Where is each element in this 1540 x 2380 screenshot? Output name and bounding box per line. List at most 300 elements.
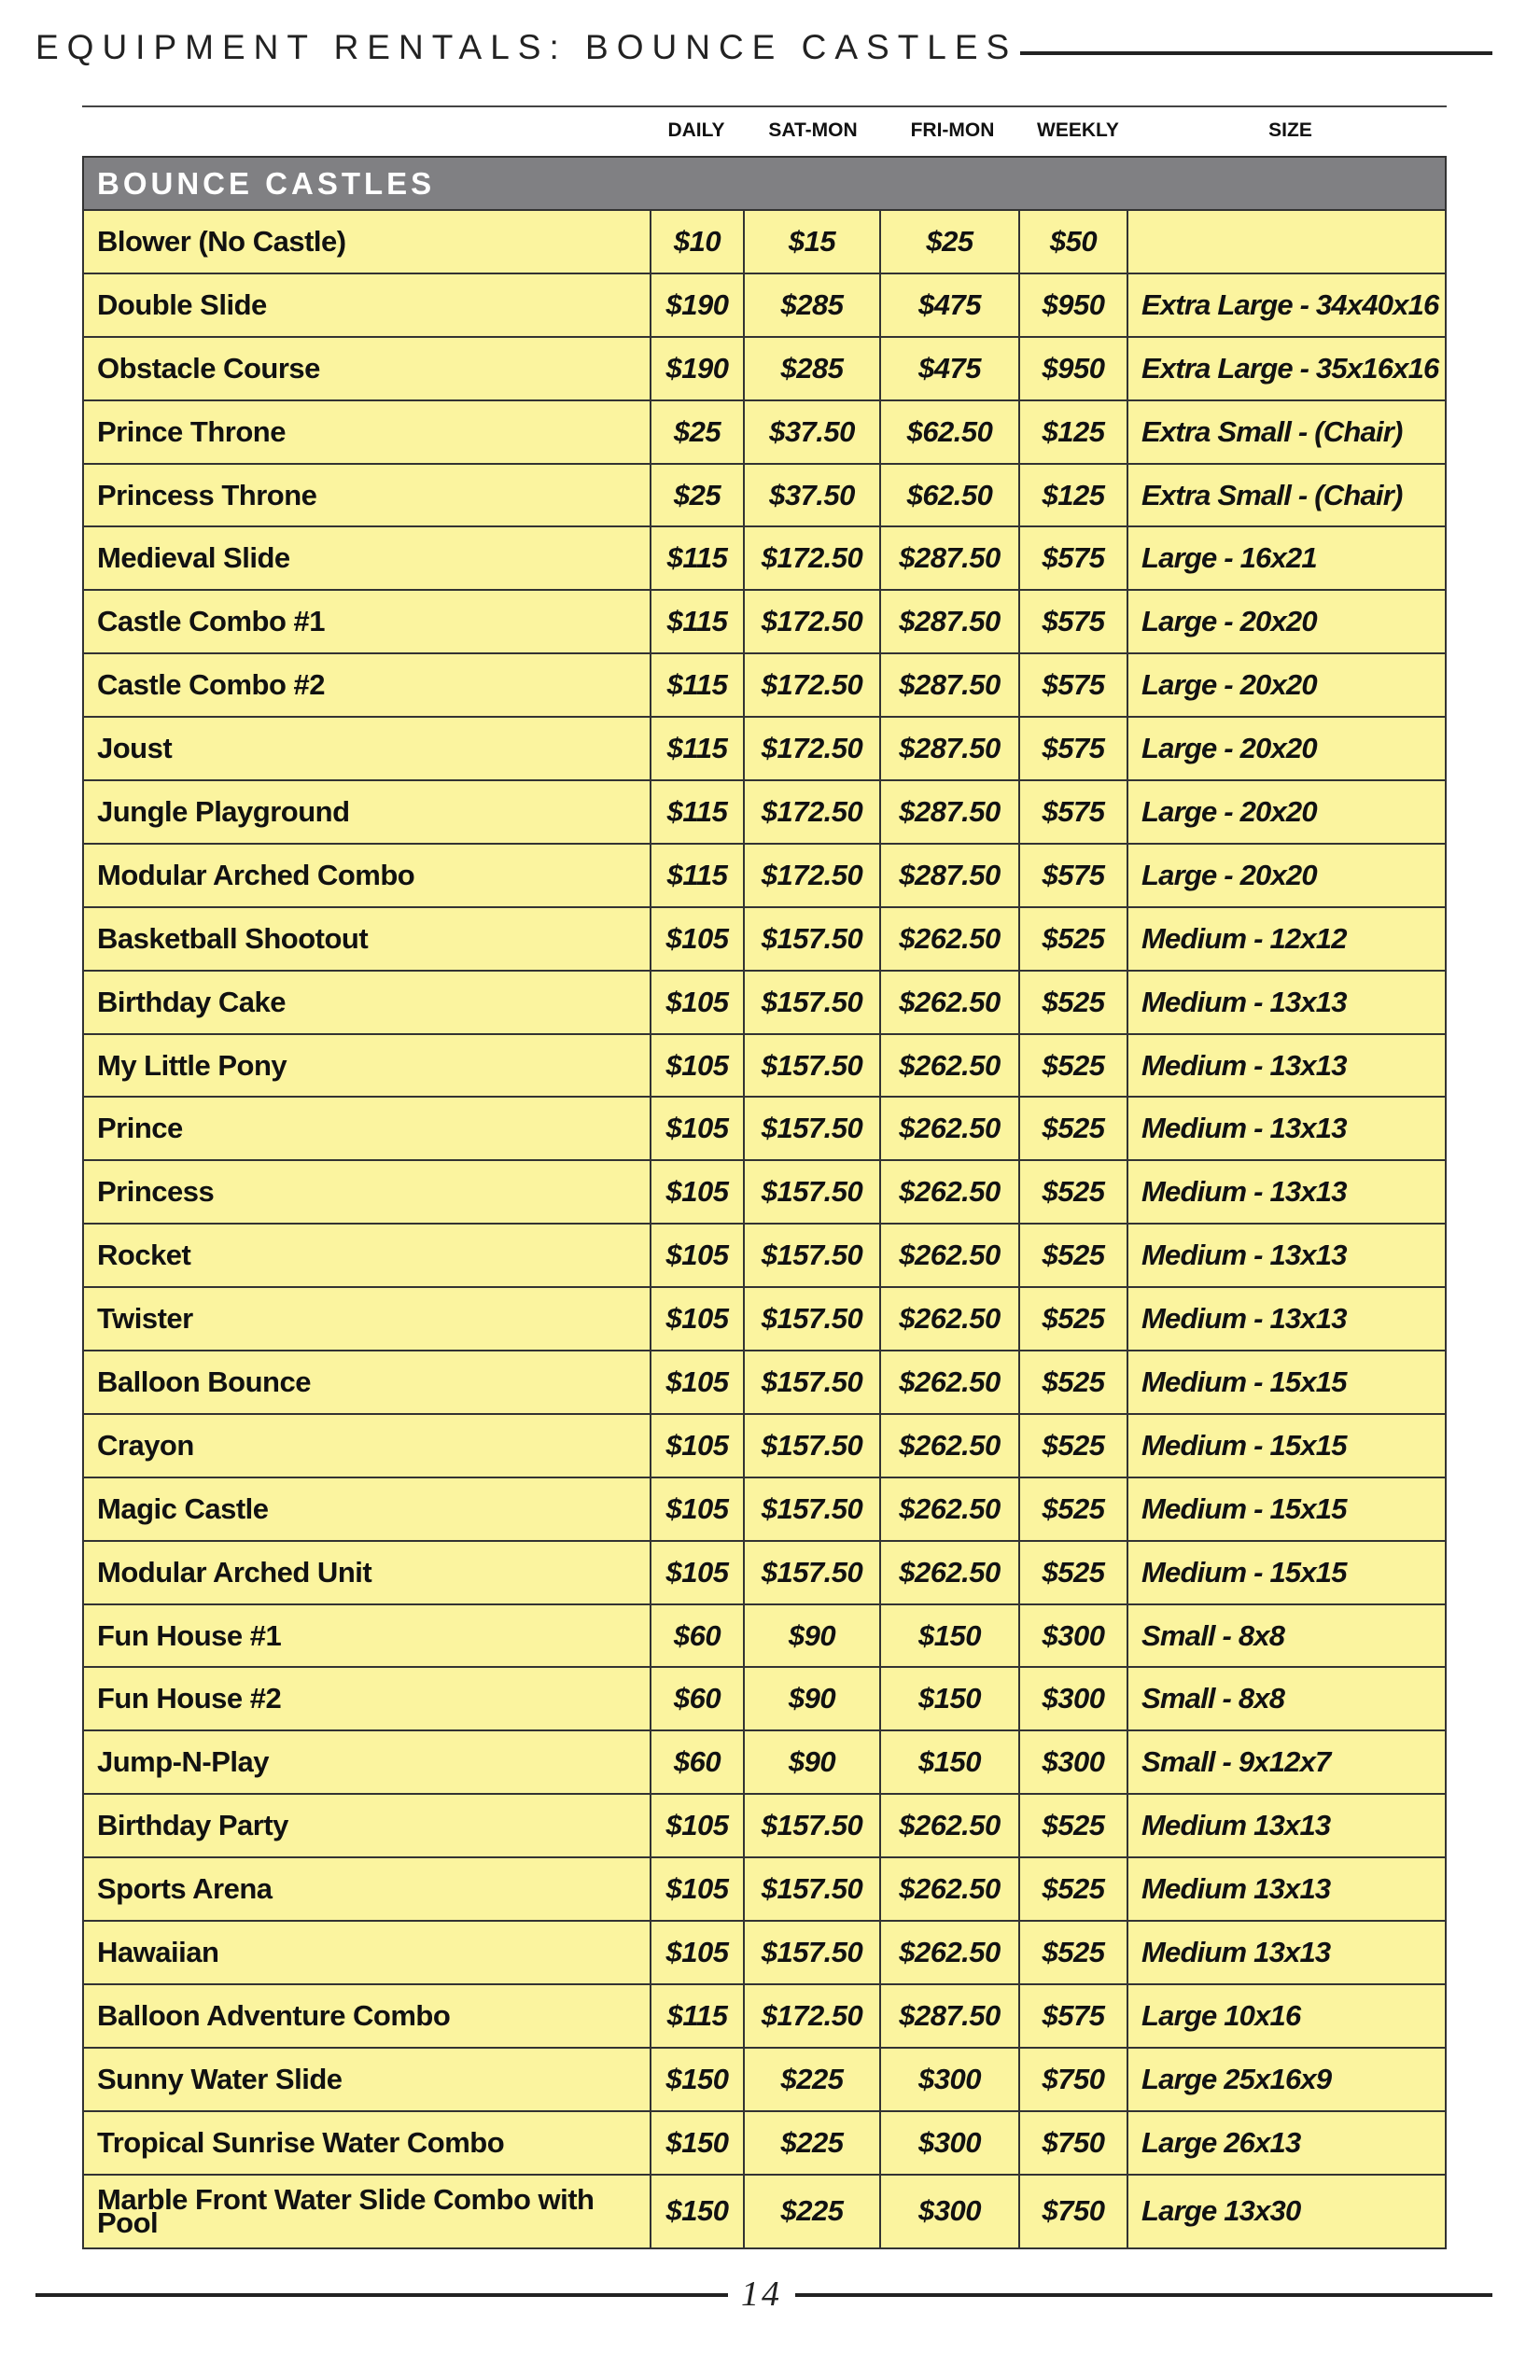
table-row	[84, 781, 1445, 845]
price-sat-mon-text: $225	[780, 2194, 844, 2228]
price-fri-mon-text: $475	[918, 351, 981, 385]
price-fri-mon	[881, 591, 1020, 652]
price-sat-mon-text: $225	[780, 2125, 844, 2159]
price-daily-text: $105	[665, 1175, 729, 1209]
price-daily-text: $115	[666, 541, 728, 575]
column-header-daily: DAILY	[667, 119, 725, 141]
price-fri-mon	[881, 274, 1020, 336]
price-daily-text: $25	[673, 414, 721, 448]
item-name-text: Rocket	[97, 1239, 191, 1272]
item-name	[84, 908, 651, 970]
item-name-text: Prince	[97, 1112, 183, 1145]
price-fri-mon-text: $262.50	[899, 1809, 1001, 1842]
price-daily-text: $190	[665, 287, 729, 321]
price-fri-mon-text: $262.50	[899, 1365, 1001, 1398]
item-size-text: Extra Small - (Chair)	[1141, 414, 1403, 448]
table-row	[84, 972, 1445, 1035]
item-name-text: Balloon Bounce	[97, 1365, 311, 1398]
price-sat-mon-text: $172.50	[761, 1998, 863, 2032]
price-daily-text: $10	[673, 224, 721, 258]
price-daily	[651, 1478, 745, 1540]
price-sat-mon-text: $157.50	[761, 1302, 863, 1336]
price-sat-mon	[745, 1288, 881, 1350]
price-weekly	[1020, 2176, 1128, 2247]
price-weekly	[1020, 1098, 1128, 1159]
item-size	[1128, 1478, 1445, 1540]
item-size	[1128, 591, 1445, 652]
table-row	[84, 1351, 1445, 1415]
price-weekly	[1020, 654, 1128, 716]
price-daily	[651, 1795, 745, 1856]
price-fri-mon	[881, 1161, 1020, 1223]
price-weekly-text: $525	[1042, 1428, 1105, 1462]
price-weekly-text: $300	[1042, 1682, 1105, 1715]
item-name-text: Birthday Party	[97, 1809, 288, 1842]
item-size	[1128, 1415, 1445, 1477]
price-daily	[651, 718, 745, 779]
item-name	[84, 1795, 651, 1856]
item-size	[1128, 1858, 1445, 1920]
price-weekly	[1020, 274, 1128, 336]
price-daily	[651, 908, 745, 970]
price-sat-mon-text: $90	[788, 1682, 836, 1715]
item-name	[84, 211, 651, 273]
item-size-text: Small - 8x8	[1141, 1618, 1285, 1652]
price-weekly-text: $950	[1042, 351, 1105, 385]
price-daily	[651, 2049, 745, 2110]
price-daily-text: $25	[673, 478, 721, 511]
price-daily-text: $105	[665, 1491, 729, 1525]
price-daily-text: $150	[665, 2062, 729, 2095]
price-weekly	[1020, 338, 1128, 399]
item-name-text: Tropical Sunrise Water Combo	[97, 2125, 505, 2159]
price-daily-text: $105	[665, 1428, 729, 1462]
item-name	[84, 1605, 651, 1667]
price-daily	[651, 1035, 745, 1097]
price-daily	[651, 654, 745, 716]
table-row	[84, 1161, 1445, 1225]
table-row	[84, 2112, 1445, 2176]
price-daily	[651, 1288, 745, 1350]
price-sat-mon	[745, 1858, 881, 1920]
item-name	[84, 718, 651, 779]
item-size	[1128, 274, 1445, 336]
price-sat-mon-text: $15	[788, 224, 836, 258]
price-fri-mon	[881, 1035, 1020, 1097]
price-fri-mon-text: $150	[918, 1618, 981, 1652]
price-daily	[651, 1542, 745, 1603]
price-weekly-text: $575	[1042, 794, 1105, 828]
price-fri-mon	[881, 1225, 1020, 1286]
item-name	[84, 1035, 651, 1097]
item-name-text: Castle Combo #2	[97, 668, 326, 702]
price-fri-mon	[881, 718, 1020, 779]
item-size-text: Extra Large - 34x40x16	[1141, 287, 1439, 321]
item-name	[84, 1098, 651, 1159]
price-weekly-text: $575	[1042, 1998, 1105, 2032]
price-sat-mon	[745, 1225, 881, 1286]
price-fri-mon-text: $262.50	[899, 1555, 1001, 1589]
table-body	[84, 211, 1445, 2247]
item-size	[1128, 972, 1445, 1033]
price-fri-mon	[881, 527, 1020, 589]
price-weekly	[1020, 845, 1128, 906]
price-weekly-text: $750	[1042, 2194, 1105, 2228]
item-size-text: Large - 20x20	[1141, 858, 1317, 891]
price-sat-mon-text: $157.50	[761, 1175, 863, 1209]
item-size	[1128, 2112, 1445, 2174]
item-size	[1128, 1985, 1445, 2047]
table-row	[84, 338, 1445, 401]
item-name	[84, 401, 651, 463]
table-row	[84, 2049, 1445, 2112]
table-row	[84, 274, 1445, 338]
price-weekly-text: $525	[1042, 1239, 1105, 1272]
price-daily	[651, 1922, 745, 1983]
price-sat-mon	[745, 1098, 881, 1159]
price-fri-mon-text: $475	[918, 287, 981, 321]
item-name-text: Sunny Water Slide	[97, 2062, 343, 2095]
item-size-text: Medium - 13x13	[1141, 1048, 1347, 1082]
price-daily-text: $105	[665, 1365, 729, 1398]
price-weekly-text: $125	[1042, 478, 1105, 511]
price-sat-mon	[745, 1731, 881, 1793]
table-row	[84, 845, 1445, 908]
item-name-text: Birthday Cake	[97, 985, 286, 1018]
price-weekly-text: $525	[1042, 1872, 1105, 1906]
item-size	[1128, 845, 1445, 906]
price-daily-text: $105	[665, 1239, 729, 1272]
price-fri-mon-text: $300	[918, 2194, 981, 2228]
price-fri-mon-text: $287.50	[899, 1998, 1001, 2032]
item-size	[1128, 211, 1445, 273]
price-weekly-text: $525	[1042, 985, 1105, 1018]
item-name	[84, 1922, 651, 1983]
item-name-text: Balloon Adventure Combo	[97, 1998, 451, 2032]
price-weekly	[1020, 1795, 1128, 1856]
price-fri-mon-text: $25	[926, 224, 973, 258]
item-name	[84, 338, 651, 399]
price-weekly-text: $525	[1042, 1809, 1105, 1842]
item-size-text: Large - 20x20	[1141, 605, 1317, 638]
price-fri-mon-text: $262.50	[899, 1872, 1001, 1906]
item-name-text: Marble Front Water Slide Combo with Pool	[97, 2183, 595, 2240]
price-daily	[651, 1161, 745, 1223]
price-daily	[651, 845, 745, 906]
price-daily-text: $105	[665, 921, 729, 955]
item-size-text: Large 13x30	[1141, 2194, 1301, 2228]
price-sat-mon	[745, 908, 881, 970]
item-name	[84, 1478, 651, 1540]
price-fri-mon	[881, 1542, 1020, 1603]
item-name-text: Princess Throne	[97, 478, 317, 511]
item-size-text: Medium - 15x15	[1141, 1428, 1347, 1462]
price-weekly	[1020, 1985, 1128, 2047]
price-fri-mon	[881, 2049, 1020, 2110]
price-daily	[651, 1858, 745, 1920]
price-sat-mon	[745, 465, 881, 526]
item-name	[84, 1351, 651, 1413]
price-daily-text: $105	[665, 1112, 729, 1145]
price-sat-mon-text: $157.50	[761, 1112, 863, 1145]
table-row	[84, 211, 1445, 274]
price-weekly-text: $575	[1042, 858, 1105, 891]
price-sat-mon	[745, 401, 881, 463]
table-row	[84, 1922, 1445, 1985]
item-size	[1128, 2049, 1445, 2110]
price-sat-mon	[745, 1542, 881, 1603]
price-fri-mon	[881, 1795, 1020, 1856]
price-fri-mon-text: $287.50	[899, 858, 1001, 891]
price-fri-mon	[881, 1415, 1020, 1477]
item-name	[84, 1415, 651, 1477]
item-name	[84, 781, 651, 843]
item-name	[84, 2112, 651, 2174]
item-name-text: Twister	[97, 1302, 193, 1336]
item-size-text: Large - 20x20	[1141, 794, 1317, 828]
price-sat-mon-text: $225	[780, 2062, 844, 2095]
price-sat-mon	[745, 781, 881, 843]
price-sat-mon-text: $285	[780, 287, 844, 321]
price-fri-mon-text: $62.50	[906, 414, 993, 448]
price-sat-mon	[745, 1478, 881, 1540]
item-size	[1128, 1542, 1445, 1603]
price-fri-mon-text: $287.50	[899, 794, 1001, 828]
price-daily	[651, 1985, 745, 2047]
price-weekly	[1020, 1668, 1128, 1729]
price-weekly	[1020, 1351, 1128, 1413]
item-size-text: Medium - 13x13	[1141, 1302, 1347, 1336]
price-sat-mon-text: $172.50	[761, 732, 863, 765]
item-size	[1128, 654, 1445, 716]
price-fri-mon	[881, 845, 1020, 906]
table-row	[84, 1795, 1445, 1858]
price-sat-mon-text: $172.50	[761, 668, 863, 702]
item-size-text: Medium - 13x13	[1141, 985, 1347, 1018]
item-name-text: Modular Arched Unit	[97, 1555, 372, 1589]
item-size	[1128, 908, 1445, 970]
section-title: BOUNCE CASTLES	[97, 165, 436, 201]
price-weekly	[1020, 465, 1128, 526]
price-daily-text: $115	[666, 1998, 728, 2032]
price-daily-text: $150	[665, 2125, 729, 2159]
item-name-text: Magic Castle	[97, 1491, 269, 1525]
price-fri-mon	[881, 1668, 1020, 1729]
item-size	[1128, 1795, 1445, 1856]
table-row	[84, 1985, 1445, 2049]
price-daily-text: $105	[665, 1935, 729, 1968]
column-headers	[82, 119, 1447, 147]
item-size-text: Medium 13x13	[1141, 1809, 1331, 1842]
price-fri-mon-text: $262.50	[899, 1428, 1001, 1462]
price-weekly-text: $525	[1042, 1555, 1105, 1589]
price-fri-mon-text: $150	[918, 1745, 981, 1779]
price-weekly	[1020, 908, 1128, 970]
item-size	[1128, 2176, 1445, 2247]
item-size	[1128, 1288, 1445, 1350]
price-weekly	[1020, 972, 1128, 1033]
price-fri-mon-text: $262.50	[899, 985, 1001, 1018]
item-name	[84, 972, 651, 1033]
price-sat-mon-text: $157.50	[761, 921, 863, 955]
page-number: 14	[741, 2275, 782, 2314]
item-name	[84, 2176, 651, 2247]
price-daily-text: $60	[673, 1618, 721, 1652]
rental-table	[82, 156, 1447, 2249]
item-size-text: Large 25x16x9	[1141, 2062, 1332, 2095]
footer-rule-left	[35, 2293, 728, 2297]
price-daily-text: $105	[665, 1048, 729, 1082]
table-row	[84, 1098, 1445, 1161]
price-fri-mon	[881, 654, 1020, 716]
price-weekly-text: $300	[1042, 1745, 1105, 1779]
item-size	[1128, 1035, 1445, 1097]
price-weekly	[1020, 781, 1128, 843]
price-daily	[651, 1098, 745, 1159]
price-daily	[651, 1731, 745, 1793]
table-row	[84, 1415, 1445, 1478]
item-name	[84, 2049, 651, 2110]
price-fri-mon	[881, 2176, 1020, 2247]
item-name-text: Medieval Slide	[97, 541, 290, 575]
price-daily-text: $105	[665, 1809, 729, 1842]
price-daily	[651, 338, 745, 399]
price-daily	[651, 2176, 745, 2247]
price-fri-mon-text: $150	[918, 1682, 981, 1715]
price-sat-mon-text: $172.50	[761, 858, 863, 891]
table-row	[84, 401, 1445, 465]
column-header-size: SIZE	[1268, 119, 1312, 141]
item-size-text: Small - 8x8	[1141, 1682, 1285, 1715]
price-daily-text: $115	[666, 668, 728, 702]
price-sat-mon	[745, 1035, 881, 1097]
price-weekly-text: $525	[1042, 1365, 1105, 1398]
price-sat-mon	[745, 2176, 881, 2247]
item-name	[84, 654, 651, 716]
price-fri-mon	[881, 1985, 1020, 2047]
price-daily	[651, 1225, 745, 1286]
price-fri-mon	[881, 2112, 1020, 2174]
price-sat-mon	[745, 1985, 881, 2047]
item-name-text: Modular Arched Combo	[97, 858, 415, 891]
price-fri-mon-text: $262.50	[899, 1935, 1001, 1968]
price-weekly	[1020, 1478, 1128, 1540]
item-size-text: Medium 13x13	[1141, 1935, 1331, 1968]
price-weekly	[1020, 1922, 1128, 1983]
price-fri-mon-text: $262.50	[899, 1239, 1001, 1272]
item-size-text: Medium - 13x13	[1141, 1175, 1347, 1209]
item-size	[1128, 338, 1445, 399]
price-fri-mon	[881, 781, 1020, 843]
price-sat-mon-text: $157.50	[761, 1872, 863, 1906]
item-size-text: Medium - 13x13	[1141, 1112, 1347, 1145]
item-name	[84, 1161, 651, 1223]
item-size-text: Large - 16x21	[1141, 541, 1317, 575]
item-size-text: Medium - 15x15	[1141, 1365, 1347, 1398]
price-sat-mon-text: $157.50	[761, 985, 863, 1018]
price-weekly-text: $525	[1042, 1048, 1105, 1082]
price-weekly-text: $300	[1042, 1618, 1105, 1652]
item-name	[84, 1985, 651, 2047]
price-daily-text: $115	[666, 605, 728, 638]
item-name-text: Basketball Shootout	[97, 921, 369, 955]
column-header-fri-mon: FRI-MON	[910, 119, 995, 141]
table-row	[84, 1668, 1445, 1731]
price-fri-mon	[881, 1731, 1020, 1793]
item-name-text: Jump-N-Play	[97, 1745, 269, 1779]
price-weekly	[1020, 1225, 1128, 1286]
price-weekly	[1020, 718, 1128, 779]
price-sat-mon-text: $157.50	[761, 1935, 863, 1968]
item-size	[1128, 1922, 1445, 1983]
price-sat-mon	[745, 1668, 881, 1729]
table-row	[84, 1225, 1445, 1288]
price-daily	[651, 2112, 745, 2174]
price-daily-text: $105	[665, 1302, 729, 1336]
item-size	[1128, 781, 1445, 843]
item-name-text: Prince Throne	[97, 414, 286, 448]
footer-rule-right	[795, 2293, 1492, 2297]
price-sat-mon-text: $157.50	[761, 1555, 863, 1589]
price-weekly	[1020, 1731, 1128, 1793]
price-weekly-text: $750	[1042, 2125, 1105, 2159]
item-name	[84, 591, 651, 652]
item-name-text: Blower (No Castle)	[97, 224, 346, 258]
price-sat-mon	[745, 1922, 881, 1983]
price-sat-mon	[745, 845, 881, 906]
price-daily	[651, 591, 745, 652]
item-size	[1128, 1161, 1445, 1223]
price-weekly-text: $50	[1049, 224, 1098, 258]
price-weekly	[1020, 1415, 1128, 1477]
table-row	[84, 527, 1445, 591]
price-weekly-text: $750	[1042, 2062, 1105, 2095]
price-weekly-text: $575	[1042, 668, 1105, 702]
price-sat-mon-text: $157.50	[761, 1365, 863, 1398]
table-row	[84, 465, 1445, 528]
item-name-text: Castle Combo #1	[97, 605, 326, 638]
price-fri-mon	[881, 1351, 1020, 1413]
price-sat-mon	[745, 2112, 881, 2174]
table-row	[84, 1035, 1445, 1099]
price-daily-text: $190	[665, 351, 729, 385]
table-row	[84, 654, 1445, 718]
price-daily-text: $115	[666, 732, 728, 765]
item-name	[84, 274, 651, 336]
price-sat-mon-text: $157.50	[761, 1428, 863, 1462]
item-size	[1128, 465, 1445, 526]
price-fri-mon	[881, 1922, 1020, 1983]
item-name-text: Hawaiian	[97, 1935, 219, 1968]
price-sat-mon-text: $172.50	[761, 794, 863, 828]
item-size-text: Extra Large - 35x16x16	[1141, 351, 1439, 385]
table-row	[84, 1288, 1445, 1351]
table-row	[84, 1731, 1445, 1795]
price-weekly	[1020, 591, 1128, 652]
item-name-text: Joust	[97, 732, 173, 765]
table-row	[84, 1858, 1445, 1922]
price-sat-mon	[745, 654, 881, 716]
price-fri-mon	[881, 401, 1020, 463]
price-sat-mon-text: $172.50	[761, 541, 863, 575]
price-sat-mon	[745, 2049, 881, 2110]
item-size	[1128, 1668, 1445, 1729]
price-sat-mon-text: $37.50	[769, 478, 855, 511]
table-row	[84, 591, 1445, 654]
price-daily	[651, 1668, 745, 1729]
item-name	[84, 1668, 651, 1729]
price-weekly-text: $575	[1042, 732, 1105, 765]
